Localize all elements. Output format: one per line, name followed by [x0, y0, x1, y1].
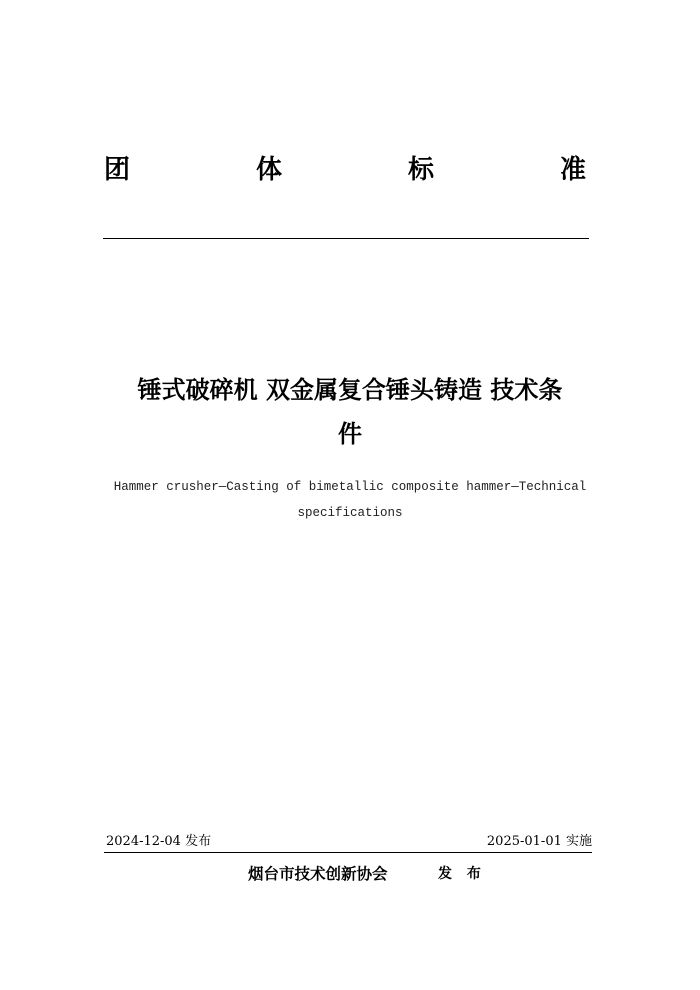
- english-title-line-2: specifications: [297, 506, 403, 520]
- heading-char-3: 标: [407, 155, 434, 185]
- heading-char-2: 体: [255, 155, 282, 185]
- top-divider: [103, 238, 589, 239]
- english-title: [100, 474, 600, 526]
- chinese-title: [100, 368, 600, 456]
- chinese-title-line-1: 锤式破碎机 双金属复合锤头铸造 技术条: [137, 376, 563, 404]
- bottom-divider: [104, 852, 592, 853]
- chinese-title-line-2: 件: [338, 420, 362, 448]
- heading-char-1: 团: [104, 155, 131, 185]
- issue-date: 2024-12-04 发布: [106, 834, 212, 849]
- publish-label: 发 布: [438, 866, 486, 882]
- implementation-date: 2025-01-01 实施: [486, 834, 592, 849]
- standard-type-heading: [104, 150, 586, 190]
- date-row: [106, 832, 592, 852]
- heading-char-4: 准: [559, 155, 586, 185]
- publisher-name: 烟台市技术创新协会: [248, 865, 388, 883]
- english-title-line-1: Hammer crusher—Casting of bimetallic composite hammer—Technical: [113, 480, 587, 494]
